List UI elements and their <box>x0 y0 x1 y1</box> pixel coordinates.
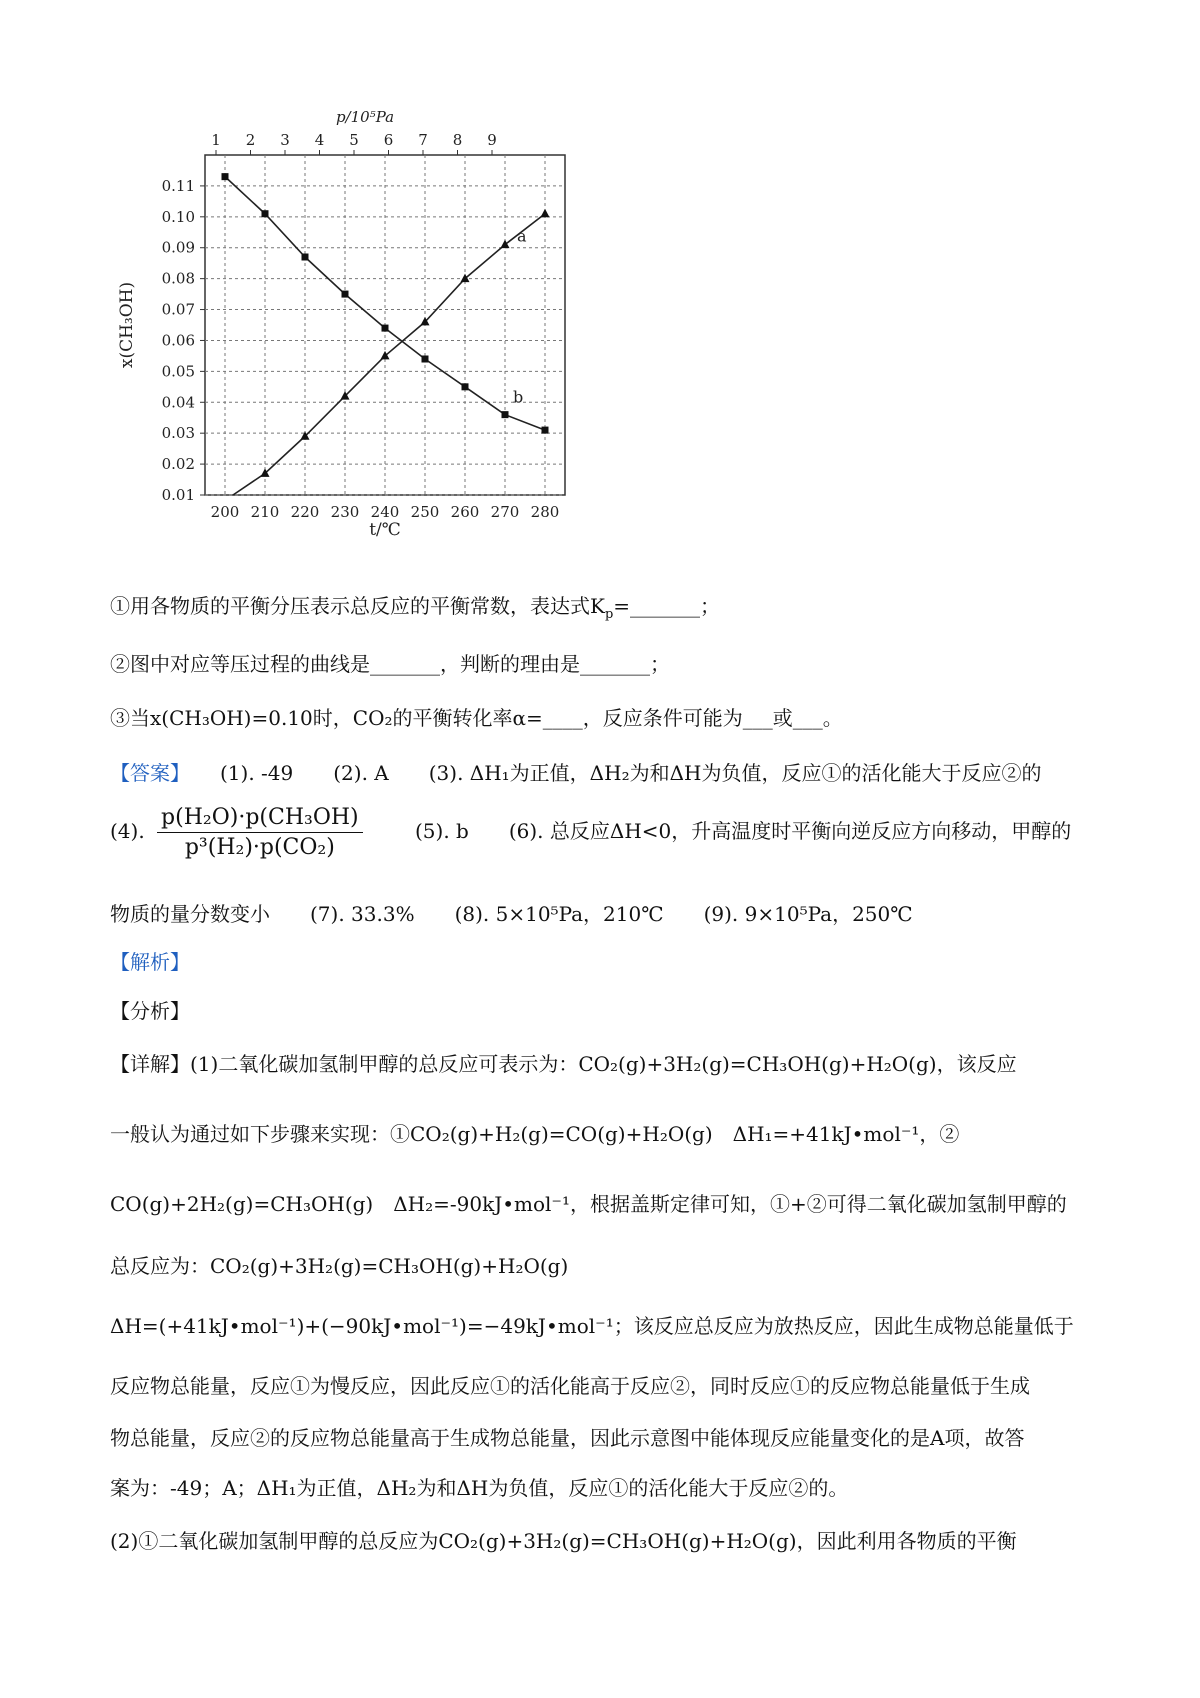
top-tick-label: 9 <box>487 131 497 149</box>
analysis-tag: 【解析】 <box>110 950 190 974</box>
detail-line-4: 总反应为：CO₂(g)+3H₂(g)=CH₃OH(g)+H₂O(g) <box>110 1254 569 1278</box>
x-tick-label: 230 <box>330 503 360 521</box>
x-tick-label: 250 <box>410 503 440 521</box>
series-point-b <box>542 427 549 434</box>
x-tick-label: 220 <box>290 503 320 521</box>
question-1: ①用各物质的平衡分压表示总反应的平衡常数，表达式$K_p=\_\_\_\_\_\_\_$； <box>110 594 721 622</box>
series-point-b <box>382 325 389 332</box>
top-tick-label: 5 <box>349 131 359 149</box>
y-tick-label: 0.08 <box>161 269 195 288</box>
y-tick-label: 0.06 <box>161 331 195 350</box>
series-point-a <box>541 209 550 218</box>
x-axis-label: t/℃ <box>369 520 401 540</box>
series-point-b <box>422 356 429 363</box>
answer-line-1: 【答案】 (1). -49 (2). A (3). ΔH₁为正值，ΔH₂为和ΔH为负值，反应①的活化能大于反应②的 <box>110 761 1042 785</box>
x-tick-label: 200 <box>210 503 240 521</box>
detail-line-6: 反应物总能量，反应①为慢反应，因此反应①的活化能高于反应②，同时反应①的反应物总能量低于生成 <box>110 1374 1030 1398</box>
top-tick-label: 7 <box>418 131 428 149</box>
answer-tag: 【答案】 <box>110 761 180 785</box>
detail-line-2: 一般认为通过如下步骤来实现：①CO₂(g)+H₂(g)=CO(g)+H₂O(g) ΔH₁=+41kJ•mol⁻¹，② <box>110 1122 960 1146</box>
series-point-b <box>342 291 349 298</box>
question-3: ③当x(CH₃OH)=0.10时，CO₂的平衡转化率α=____，反应条件可能为___或___。 <box>110 706 843 730</box>
y-axis-label: x(CH₃OH) <box>117 281 137 369</box>
detail-line-8: 案为：-49；A；ΔH₁为正值，ΔH₂为和ΔH为负值，反应①的活化能大于反应②的。 <box>110 1476 849 1500</box>
y-tick-label: 0.01 <box>161 486 195 504</box>
series-point-b <box>502 411 509 418</box>
chart <box>110 100 630 560</box>
x-tick-label: 280 <box>530 503 560 521</box>
y-tick-label: 0.11 <box>161 176 195 195</box>
top-tick-label: 2 <box>245 131 256 149</box>
detail-line-7: 物总能量，反应②的反应物总能量高于生成物总能量，因此示意图中能体现反应能量变化的是A项，故答 <box>110 1426 1025 1450</box>
series-point-b <box>302 254 309 261</box>
fenxi-tag: 【分析】 <box>110 999 190 1023</box>
top-tick-label: 1 <box>211 131 221 149</box>
kp-fraction: $\frac{\text{p(H₂O)·p(CH₃OH)}}{\text{p³(H₂)·p(CO₂)}}$ <box>157 805 363 860</box>
top-tick-label: 8 <box>452 131 463 149</box>
y-tick-label: 0.10 <box>161 207 195 226</box>
detail-line-5: ΔH=(+41kJ•mol⁻¹)+(−90kJ•mol⁻¹)=−49kJ•mol⁻¹；该反应总反应为放热反应，因此生成物总能量低于 <box>110 1314 1074 1338</box>
series-line-b <box>225 177 545 430</box>
top-axis-label: p/10⁵Pa <box>335 108 395 126</box>
x-tick-label: 240 <box>370 503 400 521</box>
top-tick-label: 3 <box>280 131 290 149</box>
answer-line-2: (4). $\frac{\text{p(H₂O)·p(CH₃OH)}}{\text{p³(H₂)·p(CO₂)}}$ (5). b (6). 总反应ΔH<0，升高温度时平衡向逆反应方向移动，甲醇的 <box>110 805 1072 860</box>
y-tick-label: 0.05 <box>161 362 195 381</box>
detail-line-9: (2)①二氧化碳加氢制甲醇的总反应为CO₂(g)+3H₂(g)=CH₃OH(g)+H₂O(g)，因此利用各物质的平衡 <box>110 1529 1017 1553</box>
detail-line-3: CO(g)+2H₂(g)=CH₃OH(g) ΔH₂=-90kJ•mol⁻¹，根据盖斯定律可知，①+②可得二氧化碳加氢制甲醇的 <box>110 1192 1067 1216</box>
series-point-b <box>462 383 469 390</box>
x-tick-label: 270 <box>490 503 520 521</box>
series-point-a <box>501 240 510 249</box>
y-tick-label: 0.04 <box>161 393 195 412</box>
series-point-b <box>262 210 269 217</box>
series-label-a: a <box>517 226 527 246</box>
top-tick-label: 4 <box>314 131 325 149</box>
x-tick-label: 260 <box>450 503 480 521</box>
y-tick-label: 0.09 <box>161 238 195 257</box>
series-label-b: b <box>513 387 524 407</box>
answer-line-3: 物质的量分数变小 (7). 33.3% (8). 5×10⁵Pa，210℃ (9). 9×10⁵Pa，250℃ <box>110 902 913 926</box>
question-2: ②图中对应等压过程的曲线是_______，判断的理由是_______； <box>110 652 670 676</box>
chart-svg <box>110 100 630 560</box>
y-tick-label: 0.07 <box>161 300 195 319</box>
detail-line-1: 【详解】(1)二氧化碳加氢制甲醇的总反应可表示为：CO₂(g)+3H₂(g)=CH₃OH(g)+H₂O(g)，该反应 <box>110 1052 1017 1076</box>
x-tick-label: 210 <box>250 503 280 521</box>
series-point-b <box>222 173 229 180</box>
y-tick-label: 0.02 <box>161 455 195 474</box>
y-tick-label: 0.03 <box>161 424 195 443</box>
top-tick-label: 6 <box>383 131 394 149</box>
series-line-a <box>233 214 545 495</box>
